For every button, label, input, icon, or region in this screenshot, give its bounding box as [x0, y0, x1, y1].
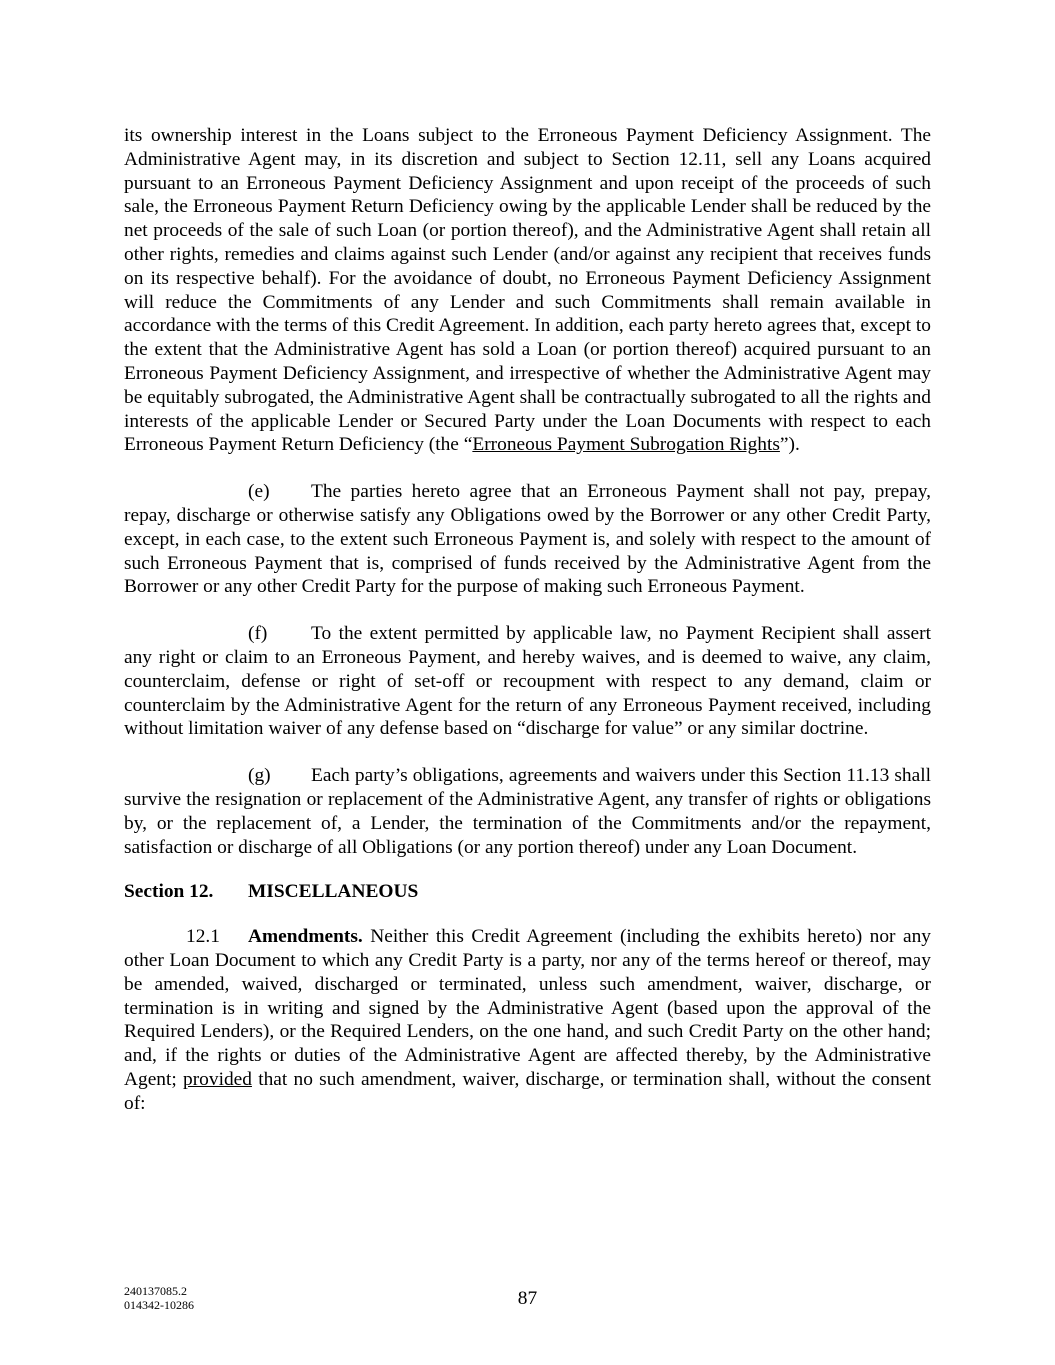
- clause-e: [124, 480, 931, 599]
- clause-g: [124, 764, 931, 859]
- document-id-line1: 240137085.2: [124, 1284, 187, 1298]
- clause-f-text: To the extent permitted by applicable law, no Payment Recipient shall assert any right or claim to an Erroneous Payment, and hereby waives, and is deemed to waive, any claim, counterclaim, defense or right of set-off or recoupment with respect to any demand, claim or counterclaim by the Administrative Agent for the return of any Erroneous Payment received, including without limitation waiver of any defense based on “discharge for value” or any similar doctrine.: [124, 623, 931, 740]
- section-title: MISCELLANEOUS: [248, 881, 419, 903]
- section-number: Section 12.: [124, 881, 214, 903]
- subsection-number: 12.1: [186, 926, 220, 948]
- clause-e-text: The parties hereto agree that an Erroneous Payment shall not pay, prepay, repay, discharge or otherwise satisfy any Obligations owed by the Borrower or any other Credit Party, except, in each case, to the extent such Erroneous Payment is, and solely with respect to the amount of such Erroneous Payment that is, comprised of funds received by the Administrative Agent from the Borrower or any other Credit Party for the purpose of making such Erroneous Payment.: [124, 481, 931, 598]
- clause-g-label: (g): [248, 765, 271, 787]
- continued-paragraph-text: its ownership interest in the Loans subject to the Erroneous Payment Deficiency Assignment. The Administrative Agent may, in its discretion and subject to Section 12.11, sell any Loans acquired pursuant to an Erroneous Payment Deficiency Assignment and upon receipt of the proceeds of such sale, the Erroneous Payment Return Deficiency owing by the applicable Lender shall be reduced by the net proceeds of the sale of such Loan (or portion thereof), and the Administrative Agent shall retain all other rights, remedies and claims against such Lender (and/or against any recipient that receives funds on its respective behalf). For the avoidance of doubt, no Erroneous Payment Deficiency Assignment will reduce the Commitments of any Lender and such Commitments shall remain available in accordance with the terms of this Credit Agreement. In addition, each party hereto agrees that, except to the extent that the Administrative Agent has sold a Loan (or portion thereof) acquired pursuant to an Erroneous Payment Deficiency Assignment, and irrespective of whether the Administrative Agent may be equitably subrogated, the Administrative Agent shall be contractually subrogated to all the rights and interests of the applicable Lender or Secured Party under the Loan Documents with respect to each Erroneous Payment Return Deficiency (the “: [124, 125, 931, 456]
- subsection-text-end: that no such amendment, waiver, discharge, or termination shall, without the consent of:: [124, 1068, 932, 1114]
- section-12-heading: [124, 880, 931, 904]
- defined-term-subrogation-rights: Erroneous Payment Subrogation Rights: [472, 434, 780, 456]
- clause-f: [124, 622, 931, 741]
- continued-paragraph: [124, 124, 931, 457]
- continued-paragraph-end: ”).: [779, 434, 800, 456]
- subsection-title: Amendments.: [248, 926, 363, 948]
- document-id-line2: 014342-10286: [124, 1298, 194, 1312]
- document-body: [124, 124, 931, 1115]
- proviso-term: provided: [183, 1068, 252, 1090]
- subsection-text: Neither this Credit Agreement (including the exhibits hereto) nor any other Loan Document to which any Credit Party is a party, nor any of the terms hereof or thereof, may be amended, waived, discharged or terminated, unless such amendment, waiver, discharge, or termination is in writing and signed by the Administrative Agent (based upon the approval of the Required Lenders), or the Required Lenders, on the one hand, and such Credit Party on the other hand; and, if the rights or duties of the Administrative Agent are affected thereby, by the Administrative Agent;: [124, 926, 931, 1090]
- page-number: 87: [517, 1288, 538, 1309]
- clause-f-label: (f): [248, 623, 268, 645]
- clause-g-text: Each party’s obligations, agreements and waivers under this Section 11.13 shall survive the resignation or replacement of the Administrative Agent, any transfer of rights or obligations by, or the replacement of, a Lender, the termination of the Commitments and/or the repayment, satisfaction or discharge of all Obligations (or any portion thereof) under any Loan Document.: [124, 765, 931, 858]
- clause-e-label: (e): [248, 481, 270, 503]
- subsection-12-1: [124, 925, 931, 1115]
